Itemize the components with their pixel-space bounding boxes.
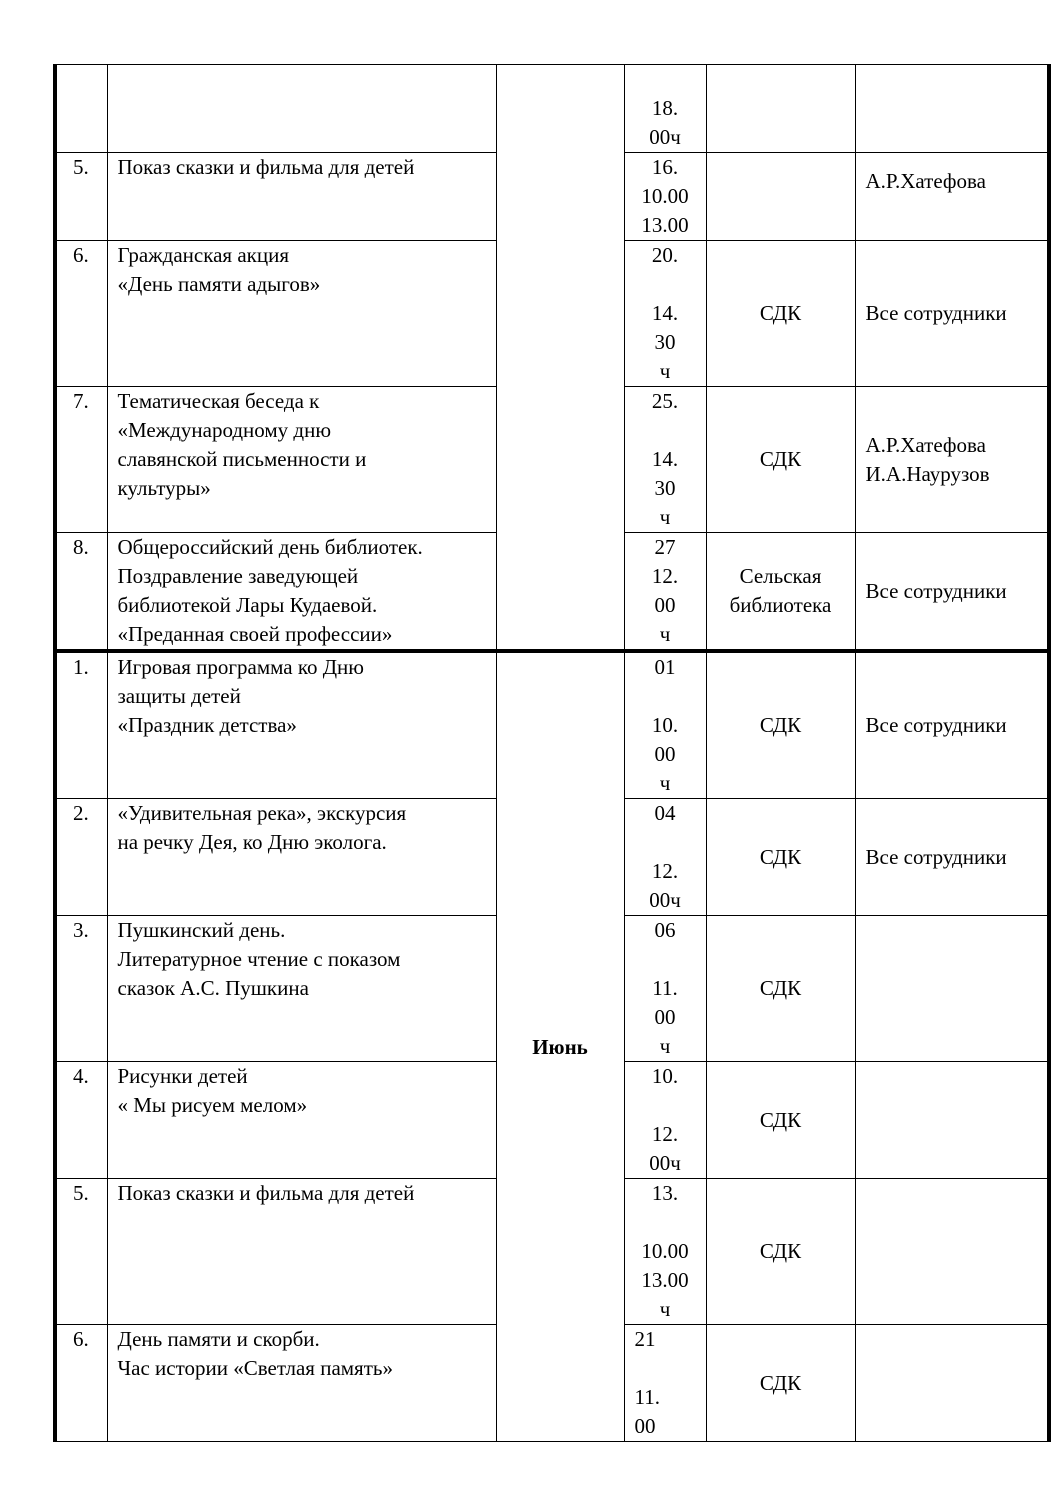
event-date: 16. 10.00 13.00: [624, 153, 706, 241]
event-date: 01 10. 00 ч: [624, 651, 706, 799]
event-date: 06 11. 00 ч: [624, 916, 706, 1062]
table-row: [55, 65, 1049, 153]
event-responsible: А.Р.Хатефова И.А.Наурузов: [855, 387, 1049, 533]
table-row: [55, 651, 1049, 799]
event-name: Пушкинский день. Литературное чтение с показом сказок А.С. Пушкина: [107, 916, 496, 1062]
event-date: 21 11. 00: [624, 1325, 706, 1442]
event-place: СДК: [706, 799, 855, 916]
event-date: 27 12. 00 ч: [624, 533, 706, 652]
row-number: 5.: [55, 153, 107, 241]
event-date: 10. 12. 00ч: [624, 1062, 706, 1179]
event-responsible: [855, 1062, 1049, 1179]
event-name: День памяти и скорби. Час истории «Светлая память»: [107, 1325, 496, 1442]
event-place: СДК: [706, 387, 855, 533]
event-name: Показ сказки и фильма для детей: [107, 1179, 496, 1325]
event-name: Игровая программа ко Дню защиты детей «Праздник детства»: [107, 651, 496, 799]
row-number: 7.: [55, 387, 107, 533]
event-responsible: Все сотрудники: [855, 533, 1049, 652]
event-responsible: [855, 1325, 1049, 1442]
event-place: СДК: [706, 241, 855, 387]
row-number: 3.: [55, 916, 107, 1062]
event-name: Рисунки детей « Мы рисуем мелом»: [107, 1062, 496, 1179]
event-responsible: [855, 916, 1049, 1062]
event-responsible: А.Р.Хатефова: [855, 153, 1049, 241]
event-date: 04 12. 00ч: [624, 799, 706, 916]
month-cell: [496, 65, 624, 652]
row-number: 6.: [55, 241, 107, 387]
event-date: 20. 14. 30 ч: [624, 241, 706, 387]
event-plan-table: [53, 64, 1051, 1442]
row-number: [55, 65, 107, 153]
event-date: 13. 10.00 13.00 ч: [624, 1179, 706, 1325]
event-responsible: [855, 1179, 1049, 1325]
event-name: [107, 65, 496, 153]
event-name: Тематическая беседа к «Международному дню славянской письменности и культуры»: [107, 387, 496, 533]
event-date: 18. 00ч: [624, 65, 706, 153]
row-number: 6.: [55, 1325, 107, 1442]
row-number: 1.: [55, 651, 107, 799]
row-number: 8.: [55, 533, 107, 652]
event-place: [706, 65, 855, 153]
month-cell: Июнь: [496, 651, 624, 1442]
event-name: Гражданская акция «День памяти адыгов»: [107, 241, 496, 387]
event-name: «Удивительная река», экскурсия на речку Дея, ко Дню эколога.: [107, 799, 496, 916]
row-number: 4.: [55, 1062, 107, 1179]
row-number: 5.: [55, 1179, 107, 1325]
event-responsible: Все сотрудники: [855, 799, 1049, 916]
event-name: Общероссийский день библиотек. Поздравление заведующей библиотекой Лары Кудаевой. «Преданная своей профессии»: [107, 533, 496, 652]
event-place: СДК: [706, 651, 855, 799]
event-place: СДК: [706, 1325, 855, 1442]
event-responsible: [855, 65, 1049, 153]
event-name: Показ сказки и фильма для детей: [107, 153, 496, 241]
event-responsible: Все сотрудники: [855, 241, 1049, 387]
event-place: Сельская библиотека: [706, 533, 855, 652]
event-date: 25. 14. 30 ч: [624, 387, 706, 533]
event-place: СДК: [706, 916, 855, 1062]
event-place: [706, 153, 855, 241]
event-place: СДК: [706, 1179, 855, 1325]
event-place: СДК: [706, 1062, 855, 1179]
row-number: 2.: [55, 799, 107, 916]
event-responsible: Все сотрудники: [855, 651, 1049, 799]
